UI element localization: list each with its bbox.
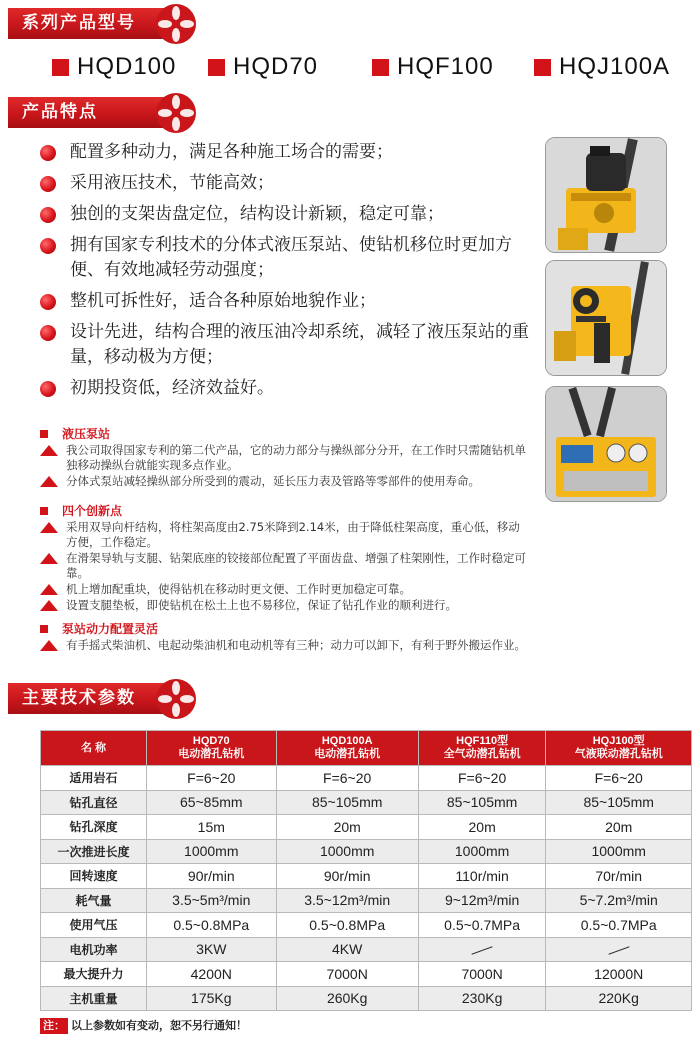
specs-title: 主要技术参数 [22, 688, 136, 708]
header-desc: 气液联动潜孔钻机 [574, 748, 663, 760]
table-row [41, 766, 692, 791]
table-row [41, 913, 692, 938]
model-label: HQJ100A [559, 53, 671, 80]
section-heading-text: 四个创新点 [62, 504, 123, 518]
table-cell: 70r/min [546, 864, 692, 889]
section-item [40, 638, 530, 653]
spec-table [40, 730, 692, 1011]
triangle-bullet-icon [40, 553, 58, 564]
footnote [40, 1018, 247, 1034]
table-cell: 1000mm [546, 839, 692, 864]
red-square-icon [208, 59, 225, 76]
triangle-bullet-icon [40, 476, 58, 487]
table-cell: 20m [276, 815, 418, 840]
feature-item [40, 289, 530, 314]
table-cell: 0.5~0.8MPa [147, 913, 277, 938]
red-square-icon [40, 507, 48, 515]
section-heading-text: 泵站动力配置灵活 [62, 622, 159, 636]
hydraulic-station-section [40, 425, 530, 490]
section-item-text: 我公司取得国家专利的第二代产品，它的动力部分与操纵部分分开，在工作时只需随钻机单独移动操纵台就能实现多点作业。 [66, 443, 526, 472]
triangle-bullet-icon [40, 584, 58, 595]
table-row [41, 986, 692, 1011]
bullet-icon [40, 381, 56, 397]
bullet-icon [40, 207, 56, 223]
power-config-section [40, 620, 530, 654]
table-cell: 175Kg [147, 986, 277, 1011]
red-square-icon [40, 625, 48, 633]
table-cell: 65~85mm [147, 790, 277, 815]
section-item-text: 设置支腿垫板，即使钻机在松土上也不易移位，保证了钻孔作业的顺利进行。 [66, 598, 457, 612]
section-heading [40, 425, 530, 443]
table-cell: 1000mm [147, 839, 277, 864]
feature-text: 采用液压技术，节能高效； [70, 173, 274, 193]
row-label: 电机功率 [41, 937, 147, 962]
table-header-row [41, 731, 692, 766]
bullet-icon [40, 176, 56, 192]
product-photo-drill-head [545, 260, 667, 376]
red-square-icon [52, 59, 69, 76]
table-cell: 9~12m³/min [418, 888, 546, 913]
section-item [40, 551, 530, 581]
table-cell: F=6~20 [276, 766, 418, 791]
feature-text: 设计先进，结构合理的液压油冷却系统，减轻了液压泵站的重量，移动极为方便； [70, 322, 529, 367]
table-cell: 85~105mm [276, 790, 418, 815]
table-cell: 90r/min [147, 864, 277, 889]
dash-mark [472, 946, 493, 954]
table-cell: 5~7.2m³/min [546, 888, 692, 913]
section-item-text: 采用双导向杆结构，将柱架高度由2.75米降到2.14米，由于降低柱架高度，重心低，移动方便，工作稳定。 [66, 520, 520, 549]
table-cell: 15m [147, 815, 277, 840]
section-heading [40, 620, 530, 638]
section-item-text: 分体式泵站减轻操纵部分所受到的震动，延长压力表及管路等零部件的使用寿命。 [66, 474, 480, 488]
model-list [0, 50, 700, 90]
table-cell: 1000mm [418, 839, 546, 864]
feature-item [40, 140, 530, 165]
red-square-icon [534, 59, 551, 76]
table-row [41, 815, 692, 840]
header-desc: 电动潜孔钻机 [178, 748, 245, 760]
header-model: HQD100A [321, 735, 373, 747]
table-cell: F=6~20 [418, 766, 546, 791]
row-label: 一次推进长度 [41, 839, 147, 864]
table-row [41, 790, 692, 815]
flower-ornament-icon [154, 677, 198, 721]
row-label: 钻孔直径 [41, 790, 147, 815]
table-cell: 7000N [418, 962, 546, 987]
table-cell: 3.5~5m³/min [147, 888, 277, 913]
table-cell: 20m [418, 815, 546, 840]
table-cell: F=6~20 [147, 766, 277, 791]
table-row [41, 839, 692, 864]
product-photo-control-panel [545, 386, 667, 502]
section-heading [40, 502, 530, 520]
feature-text: 整机可拆性好，适合各种原始地貌作业； [70, 291, 376, 311]
dash-mark [608, 946, 629, 954]
triangle-bullet-icon [40, 445, 58, 456]
header-model: HQF110型 [456, 735, 509, 747]
feature-text: 独创的支架齿盘定位，结构设计新颖，稳定可靠； [70, 204, 444, 224]
series-title: 系列产品型号 [22, 13, 136, 33]
row-label: 主机重量 [41, 986, 147, 1011]
feature-item [40, 202, 530, 227]
section-item [40, 520, 530, 550]
row-label: 回转速度 [41, 864, 147, 889]
table-cell: 3KW [147, 937, 277, 962]
table-cell: F=6~20 [546, 766, 692, 791]
flower-ornament-icon [154, 2, 198, 46]
model-label: HQD70 [233, 53, 319, 80]
red-square-icon [40, 430, 48, 438]
table-cell: 4KW [276, 937, 418, 962]
table-cell-na [546, 937, 692, 962]
feature-item [40, 320, 530, 370]
bullet-icon [40, 238, 56, 254]
header-desc: 电动潜孔钻机 [314, 748, 381, 760]
table-cell: 0.5~0.8MPa [276, 913, 418, 938]
features-title: 产品特点 [22, 102, 98, 122]
table-cell: 1000mm [276, 839, 418, 864]
row-label: 钻孔深度 [41, 815, 147, 840]
table-row [41, 962, 692, 987]
feature-text: 初期投资低，经济效益好。 [70, 378, 274, 398]
row-label: 最大提升力 [41, 962, 147, 987]
section-item [40, 474, 530, 489]
table-cell: 12000N [546, 962, 692, 987]
bullet-icon [40, 294, 56, 310]
product-photo-motor [545, 137, 667, 253]
flower-ornament-icon [154, 91, 198, 135]
table-cell: 0.5~0.7MPa [418, 913, 546, 938]
row-label: 耗气量 [41, 888, 147, 913]
feature-text: 配置多种动力，满足各种施工场合的需要； [70, 142, 393, 162]
table-row [41, 864, 692, 889]
series-banner [8, 8, 180, 39]
feature-list [40, 140, 530, 407]
triangle-bullet-icon [40, 640, 58, 651]
section-item-text: 机上增加配重块，使得钻机在移动时更文便、工作时更加稳定可靠。 [66, 582, 411, 596]
header-model: HQD70 [192, 735, 230, 747]
table-cell: 20m [546, 815, 692, 840]
header-model-cell [147, 731, 277, 766]
table-cell: 110r/min [418, 864, 546, 889]
note-tag: 注： [40, 1018, 68, 1034]
feature-item [40, 233, 530, 283]
model-label: HQD100 [77, 53, 177, 80]
table-cell: 85~105mm [546, 790, 692, 815]
table-cell: 3.5~12m³/min [276, 888, 418, 913]
feature-text: 拥有国家专利技术的分体式液压泵站、使钻机移位时更加方便、有效地减轻劳动强度； [70, 235, 512, 280]
header-model-cell [418, 731, 546, 766]
table-row [41, 937, 692, 962]
header-desc: 全气动潜孔钻机 [443, 748, 521, 760]
innovation-section [40, 502, 530, 614]
section-item [40, 598, 530, 613]
table-cell: 0.5~0.7MPa [546, 913, 692, 938]
header-model-cell [276, 731, 418, 766]
table-cell: 220Kg [546, 986, 692, 1011]
section-item-text: 有手摇式柴油机、电起动柴油机和电动机等有三种；动力可以卸下，有利于野外搬运作业。 [66, 638, 526, 652]
table-cell: 85~105mm [418, 790, 546, 815]
table-cell: 4200N [147, 962, 277, 987]
bullet-icon [40, 145, 56, 161]
header-model: HQJ100型 [592, 735, 645, 747]
specs-banner [8, 683, 180, 714]
header-name-cell: 名 称 [41, 731, 147, 766]
triangle-bullet-icon [40, 600, 58, 611]
bullet-icon [40, 325, 56, 341]
table-cell: 260Kg [276, 986, 418, 1011]
feature-item [40, 376, 530, 401]
row-label: 使用气压 [41, 913, 147, 938]
table-cell: 7000N [276, 962, 418, 987]
note-text: 以上参数如有变动，恕不另行通知！ [71, 1019, 247, 1032]
section-heading-text: 液压泵站 [62, 427, 111, 441]
table-cell: 90r/min [276, 864, 418, 889]
table-cell-na [418, 937, 546, 962]
red-square-icon [372, 59, 389, 76]
section-item-text: 在滑架导轨与支腿、钻架底座的铰接部位配置了平面齿盘、增强了柱架刚性，工作时稳定可靠。 [66, 551, 526, 580]
header-model-cell [546, 731, 692, 766]
triangle-bullet-icon [40, 522, 58, 533]
section-item [40, 443, 530, 473]
features-banner [8, 97, 180, 128]
feature-item [40, 171, 530, 196]
row-label: 适用岩石 [41, 766, 147, 791]
section-item [40, 582, 530, 597]
table-cell: 230Kg [418, 986, 546, 1011]
model-label: HQF100 [397, 53, 494, 80]
table-row [41, 888, 692, 913]
